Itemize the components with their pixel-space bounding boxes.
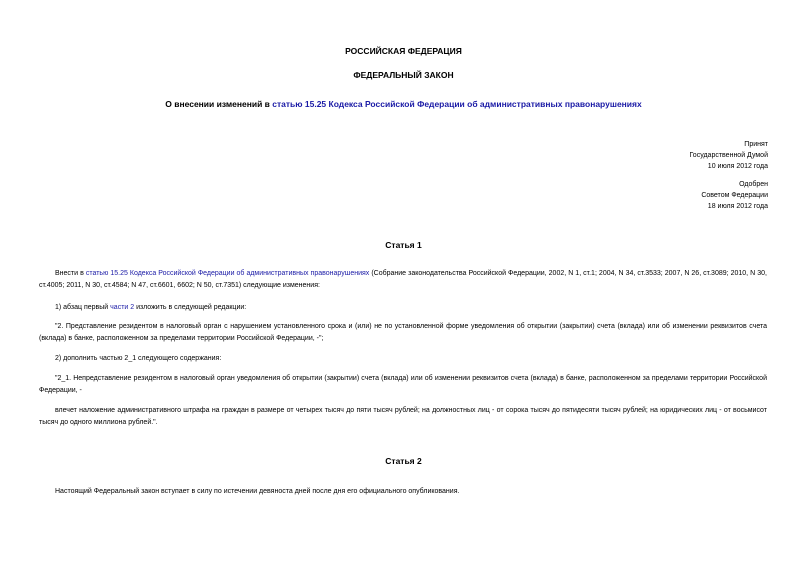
article1-item2: 2) дополнить частью 2_1 следующего содержания:: [55, 355, 222, 362]
title-article-link[interactable]: статью 15.25 Кодекса Российской Федерации об административных правонарушениях: [272, 99, 642, 109]
approved-line1: Одобрен: [739, 181, 768, 188]
country-heading: РОССИЙСКАЯ ФЕДЕРАЦИЯ: [345, 46, 462, 56]
approved-line2: Советом Федерации: [701, 192, 768, 199]
item1-suffix: изложить в следующей редакции:: [134, 304, 247, 311]
accepted-block: [689, 139, 768, 172]
article1-intro: [39, 268, 767, 291]
title-prefix: О внесении изменений в: [165, 99, 273, 109]
item1-part-link[interactable]: части 2: [110, 304, 135, 311]
article2-heading: Статья 2: [385, 456, 422, 466]
approved-line3: 18 июля 2012 года: [707, 203, 768, 210]
article1-item1: [39, 302, 767, 314]
item1-prefix: 1) абзац первый: [55, 304, 111, 311]
article1-heading: Статья 1: [385, 240, 422, 250]
article1-quote2: "2_1. Непредставление резидентом в налоговый орган уведомления об открытии (закрытии) счета (вклада) или об изменении реквизитов счета (вклада) в банке, расположенном за пределами территории Российской Федерации, -: [39, 375, 767, 394]
document-title: [0, 99, 807, 109]
approved-block: [701, 179, 768, 212]
accepted-line1: Принят: [744, 141, 768, 148]
article1-quote1: "2. Представление резидентом в налоговый орган с нарушением установленного срока и (или) не по установленной форме уведомления об открытии (закрытии) счета (вклада) или об изменении реквизитов счета (вклада) в банке, расположенном за пределами территории Российской Федерации, -";: [39, 323, 767, 342]
accepted-line2: Государственной Думой: [689, 152, 768, 159]
accepted-line3: 10 июля 2012 года: [707, 163, 768, 170]
article1-quote3: влечет наложение административного штрафа на граждан в размере от четырех тысяч до пяти тысяч рублей; на должностных лиц - от сорока тысяч до пятидесяти тысяч рублей; на юридических лиц - от восьмисот тысяч до одного миллиона рублей.".: [39, 407, 767, 426]
intro-prefix: Внести в: [55, 270, 86, 277]
doc-type-heading: ФЕДЕРАЛЬНЫЙ ЗАКОН: [353, 70, 454, 80]
intro-article-link[interactable]: статью 15.25 Кодекса Российской Федерации об административных правонарушениях: [85, 270, 370, 277]
intro-suffix: (Собрание законодательства Российской Федерации, 2002, N 1, ст.1; 2004, N 34, ст.3533; 2007, N 26, ст.3089; 2010, N 30, ст.4005; 2011, N 30, ст.4584; N 47, ст.6601, 6602; N 50, ст.7351) следующие изменения:: [39, 270, 767, 289]
article2-text: Настоящий Федеральный закон вступает в силу по истечении девяноста дней после дня его официального опубликования.: [55, 488, 460, 495]
